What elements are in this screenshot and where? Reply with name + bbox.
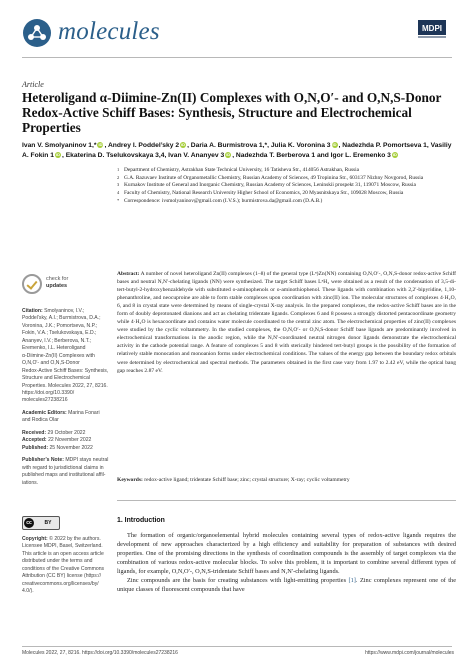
citation-line: Eremenko, I.L. Heteroligand bbox=[22, 345, 86, 352]
citation-label: Citation: bbox=[22, 308, 43, 314]
molecules-logo-icon bbox=[22, 18, 52, 48]
orcid-icon[interactable]: iD bbox=[332, 142, 337, 147]
paragraph-text: Zinc compounds are the basis for creating substances with light-emitting properties bbox=[127, 577, 349, 585]
published-date bbox=[22, 445, 112, 452]
affiliation-text: Kurnakov Institute of General and Inorganic Chemistry, Russian Academy of Sciences, Leninskii prospekt 31, 119071 Moscow, Russia bbox=[124, 182, 416, 189]
citation-line: Redox-Active Schiff Bases: Synthesis, bbox=[22, 367, 109, 374]
editor-name: and Rodica Olar bbox=[22, 417, 59, 424]
orcid-icon[interactable]: iD bbox=[55, 152, 60, 157]
citation-line: Properties. Molecules 2022, 27, 8216. bbox=[22, 382, 108, 389]
date-label: Received: bbox=[22, 429, 47, 436]
reference-link[interactable]: [1] bbox=[348, 577, 356, 585]
cc-by-label: BY bbox=[44, 520, 52, 526]
correspondence-text[interactable]: Correspondence: ivsmolyaninov@gmail.com (I.V.S.); burmistrova.da@gmail.com (D.A.B.) bbox=[124, 197, 323, 204]
date-label: Accepted: bbox=[22, 437, 47, 444]
citation-line: Fokin, V.A.; Tselukovskaya, E.D.; bbox=[22, 330, 97, 337]
publisher-note-line: MDPI stays neutral bbox=[65, 457, 109, 464]
citation-line: α-Diimine-Zn(II) Complexes with bbox=[22, 352, 95, 359]
date-value: 25 November 2022 bbox=[49, 444, 93, 451]
affiliation-item bbox=[117, 190, 457, 198]
footer-citation[interactable]: Molecules 2022, 27, 8216. https://doi.org/10.3390/molecules27238216 bbox=[22, 650, 178, 656]
check-for-updates-button[interactable] bbox=[22, 274, 112, 300]
citation-line: Smolyaninov, I.V.; bbox=[44, 308, 85, 314]
citation-line: Voronina, J.K.; Pomortseva, N.P.; bbox=[22, 322, 98, 329]
publisher-note-block bbox=[22, 457, 112, 487]
copyright-line: distributed under the terms and bbox=[22, 558, 93, 565]
affiliation-text: G.A. Razuvaev Institute of Organometallic Chemistry, Russian Academy of Sciences, 49 Tropinina Str., 603137 Nizhny Novgorod, Russia bbox=[124, 174, 424, 181]
abstract-label: Abstract: bbox=[117, 271, 140, 277]
author-5[interactable]: Nadezhda P. Pomortseva 1 bbox=[342, 142, 427, 149]
header-rule bbox=[22, 57, 452, 58]
check-updates-line2: updates bbox=[46, 283, 68, 289]
doi-link[interactable]: https://doi.org/10.3390/ bbox=[22, 389, 75, 396]
citation-line: Ananyev, I.V.; Berberova, N.T.; bbox=[22, 337, 92, 344]
section-title-introduction: 1. Introduction bbox=[117, 517, 165, 524]
affiliation-text: Faculty of Chemistry, National Research University Higher School of Economics, 20 Myasnitskaya Str., 109028 Moscow, Russia bbox=[124, 190, 404, 197]
publisher-note-line: iations. bbox=[22, 479, 39, 486]
mdpi-logo-icon[interactable] bbox=[412, 20, 452, 48]
editors-label: Academic Editors: bbox=[22, 409, 67, 416]
author-10[interactable]: and Igor L. Eremenko 3 bbox=[316, 152, 391, 159]
orcid-icon[interactable]: iD bbox=[181, 142, 186, 147]
footer-journal-url[interactable]: https://www.mdpi.com/journal/molecules bbox=[365, 650, 454, 656]
date-value: 29 October 2022 bbox=[47, 429, 86, 436]
article-sidebar bbox=[22, 308, 112, 492]
keywords-text: redox-active ligand; tridentate Schiff base; zinc; crystal structure; X-ray; cyclic voltammetry bbox=[144, 477, 350, 483]
citation-line: O,N,O′- and O,N,S-Donor bbox=[22, 360, 80, 367]
copyright-block bbox=[22, 536, 112, 596]
affiliation-item bbox=[117, 182, 457, 190]
accepted-date bbox=[22, 437, 112, 444]
journal-header bbox=[22, 14, 452, 54]
affiliation-text: Department of Chemistry, Astrakhan State Technical University, 16 Tatisheva Str., 414056 Astrakhan, Russia bbox=[124, 167, 360, 173]
publisher-note-line: published maps and institutional affil- bbox=[22, 472, 106, 479]
check-updates-icon bbox=[22, 274, 42, 294]
keywords-rule bbox=[117, 500, 456, 501]
introduction-body bbox=[117, 531, 456, 594]
author-8[interactable]: Ivan V. Ananyev 3 bbox=[168, 152, 225, 159]
keywords bbox=[117, 476, 456, 484]
mdpi-logo-text: MDPI bbox=[422, 24, 442, 33]
affiliations bbox=[117, 167, 457, 206]
footer-rule bbox=[22, 646, 452, 647]
affiliation-number: 1 bbox=[117, 167, 120, 172]
date-value: 22 November 2022 bbox=[48, 437, 92, 444]
citation-line: Structure and Electrochemical bbox=[22, 375, 90, 382]
license-link[interactable]: creativecommons.org/licenses/by/ bbox=[22, 580, 99, 587]
orcid-icon[interactable]: iD bbox=[226, 152, 231, 157]
copyright-label: Copyright: bbox=[22, 536, 48, 542]
affiliation-number: 3 bbox=[117, 182, 120, 188]
citation-block bbox=[22, 308, 112, 405]
affiliation-number: * bbox=[117, 197, 120, 203]
abstract bbox=[117, 270, 456, 375]
publisher-note-line: with regard to jurisdictional claims in bbox=[22, 464, 104, 471]
received-date bbox=[22, 430, 112, 437]
date-label: Published: bbox=[22, 444, 49, 451]
license-block bbox=[22, 536, 112, 601]
author-7[interactable]: Ekaterina D. Tselukovskaya 3,4 bbox=[65, 152, 165, 159]
paragraph: The formation of organic/organoelemental hybrid molecules containing several types of redox-active ligands requires the development of new approaches characterized by a high efficiency and suitability for preparation of substances with desired properties. One of the promising directions in the synthesis of coordination compounds is the assembly of target complexes via the combination of various redox-active molecular blocks. To solve this problem, it is important to combine several different types of ligands, for example, O,N,O′-, O,N,S-tridentate Schiff bases and N,N′-chelating ligands. bbox=[117, 532, 456, 576]
author-9[interactable]: Nadezhda T. Berberova 1 bbox=[235, 152, 316, 159]
doi-link[interactable]: molecules27238216 bbox=[22, 397, 68, 404]
license-link[interactable]: Attribution (CC BY) license (https:// bbox=[22, 573, 101, 580]
check-updates-line1: check for bbox=[46, 276, 69, 282]
cc-by-license-badge[interactable] bbox=[22, 516, 60, 530]
editor-name: Marina Fonari bbox=[68, 409, 100, 416]
orcid-icon[interactable]: iD bbox=[392, 152, 397, 157]
author-4[interactable]: Julia K. Voronina 3 bbox=[270, 142, 331, 149]
copyright-line: © 2022 by the authors. bbox=[49, 536, 101, 542]
creative-commons-icon: cc bbox=[24, 518, 34, 528]
editors-block bbox=[22, 410, 112, 425]
author-3[interactable]: Daria A. Burmistrova 1,* bbox=[190, 142, 268, 149]
author-6[interactable]: Vasiliy A. Fokin 1 bbox=[22, 142, 452, 159]
page-footer bbox=[22, 650, 454, 656]
paragraph-text: . Zinc complexes represent one of the unique classes of fluorescent compounds that have bbox=[117, 577, 457, 594]
copyright-line: conditions of the Creative Commons bbox=[22, 565, 105, 572]
dates-block bbox=[22, 430, 112, 452]
citation-line: Poddel’sky, A.I.; Burmistrova, D.A.; bbox=[22, 315, 101, 322]
publisher-note-label: Publisher’s Note: bbox=[22, 457, 64, 464]
journal-name[interactable]: molecules bbox=[58, 18, 160, 45]
orcid-icon[interactable]: iD bbox=[98, 142, 103, 147]
author-list: Ivan V. Smolyaninov 1,* iD , Andrey I. Poddel’sky 2 iD , Daria A. Burmistrova 1,*, Julia K. Voronina 3 iD , Nadezhda P. Pomortseva 1, Vasiliy A. Fokin 1 iD , Ekaterina D. Tselukovskaya 3,4, Ivan V. Ananyev 3 iD , Nadezhda T. Berberova 1 and Igor L. Eremenko 3 iD bbox=[22, 142, 452, 159]
author-1[interactable]: Ivan V. Smolyaninov 1,* bbox=[22, 142, 97, 149]
author-2[interactable]: Andrey I. Poddel’sky 2 bbox=[107, 142, 180, 149]
license-link[interactable]: 4.0/). bbox=[22, 588, 34, 595]
check-updates-label bbox=[46, 276, 68, 290]
copyright-line: This article is an open access article bbox=[22, 550, 104, 557]
affiliation-number: 4 bbox=[117, 190, 120, 196]
affiliation-item bbox=[117, 167, 457, 175]
affiliation-number: 2 bbox=[117, 174, 120, 180]
copyright-line: Licensee MDPI, Basel, Switzerland. bbox=[22, 543, 103, 550]
abstract-text: A number of novel heteroligand Zn(II) complexes (1–8) of the general type (Lⁿ)Zn(NN) containing O,N,O′-, O,N,S-donor redox-active Schiff bases and neutral N,N′-chelating ligands (NN) were synthesized. The target Schiff bases LⁿH₂ were obtained as a result of the condensation of 3,5-di-tert-butyl-2-hydroxybenzaldehyde with substituted o-aminophenols or o-aminothiophenol. These ligands with combination with 2,2′-bipyridine, 1,10-phenanthroline, and neocuproine are able to form stable complexes upon coordination with zinc(II) ion. The molecular structures of complexes 4·H₂O, 6, and 8 in crystal state were determined by means of single-crystal X-ray analysis. In the prepared complexes, the redox-active Schiff bases are in the form of doubly deprotonated dianions and act as chelating tridentate ligands. Complexes 6 and 8 possess a strongly distorted pentacoordinate geometry while 4·H₂O is hexacoordinate and contains water molecule coordinated to the central zinc atom. The electrochemical properties of zinc(II) complexes were studied by the cyclic voltammetry. In the studied complexes, the O,N,O′- or O,N,S-donor Schiff base ligands are predominantly involved in electrochemical transformations in the anodic region, while the N,N′-coordinated neutral nitrogen donor ligands demonstrate the electrochemical activity in the cathode potential range. A feature of complexes 5 and 8 with sterically hindered tert-butyl groups is the possibility of the formation of relatively stable monocation and monoanion forms under electrochemical conditions. The values of the energy gap between the boundary redox orbitals were determined by electrochemical and spectral methods. The parameters obtained in the first case vary from 1.97 to 2.42 eV, while the optical bang gap reaches 2.87 eV. bbox=[117, 271, 456, 374]
keywords-label: Keywords: bbox=[117, 477, 143, 483]
paragraph bbox=[117, 576, 456, 594]
article-type: Article bbox=[22, 80, 44, 89]
article-title: Heteroligand α-Diimine-Zn(II) Complexes with O,N,O′- and O,N,S-Donor Redox-Active Schiff Bases: Synthesis, Structure and Electrochemical Properties bbox=[22, 90, 442, 135]
correspondence[interactable] bbox=[117, 198, 457, 206]
